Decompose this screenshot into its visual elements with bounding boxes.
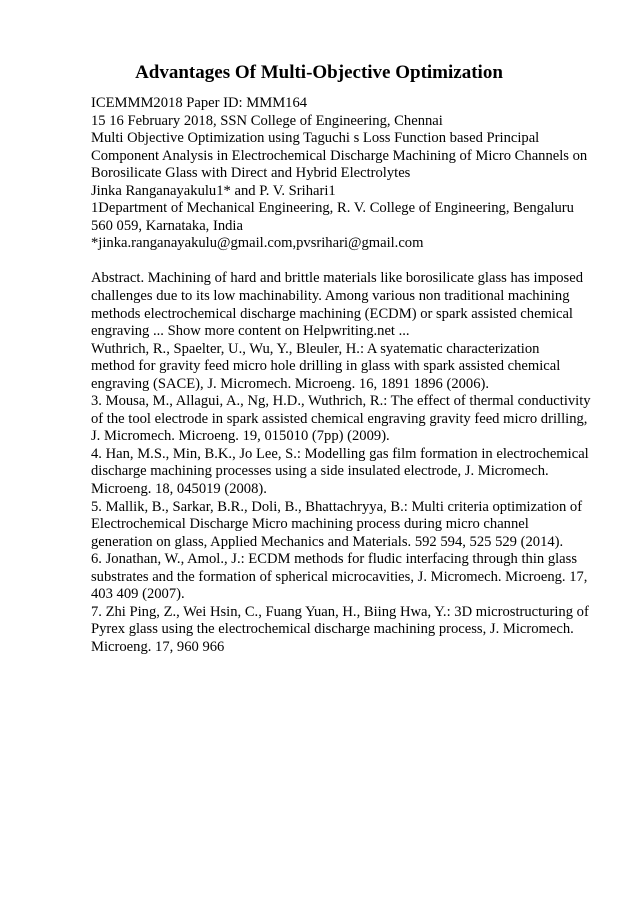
reference-line: substrates and the formation of spherical microcavities, J. Micromech. Microeng. 17, <box>91 568 588 585</box>
author-affiliation: 560 059, Karnataka, India <box>91 217 243 234</box>
reference-line: J. Micromech. Microeng. 19, 015010 (7pp) (2009). <box>91 428 390 445</box>
reference-line: Microeng. 18, 045019 (2008). <box>91 481 267 498</box>
paper-authors: Jinka Ranganayakulu1* and P. V. Srihari1 <box>91 182 336 199</box>
reference-line: Electrochemical Discharge Micro machining process during micro channel <box>91 516 529 533</box>
document-body <box>91 95 611 657</box>
reference-line: generation on glass, Applied Mechanics and Materials. 592 594, 525 529 (2014). <box>91 533 564 550</box>
paragraph-gap <box>91 253 611 271</box>
reference-line: 403 409 (2007). <box>91 586 185 603</box>
author-emails: *jinka.ranganayakulu@gmail.com,pvsrihari@gmail.com <box>91 235 424 252</box>
paper-title-line: Multi Objective Optimization using Taguchi s Loss Function based Principal <box>91 130 540 147</box>
paper-header <box>91 95 611 253</box>
reference-line: of the tool electrode in spark assisted chemical engraving gravity feed micro drilling, <box>91 410 588 427</box>
paper-title-line: Component Analysis in Electrochemical Discharge Machining of Micro Channels on <box>91 147 588 164</box>
reference-line: 6. Jonathan, W., Amol., J.: ECDM methods for fludic interfacing through thin glass <box>91 551 578 568</box>
reference-line: method for gravity feed micro hole drilling in glass with spark assisted chemical <box>91 358 561 375</box>
reference-line: Wuthrich, R., Spaelter, U., Wu, Y., Bleuler, H.: A syatematic characterization <box>91 340 540 357</box>
abstract-line: Abstract. Machining of hard and brittle materials like borosilicate glass has imposed <box>91 270 584 287</box>
reference-line: 5. Mallik, B., Sarkar, B.R., Doli, B., Bhattachryya, B.: Multi criteria optimization of <box>91 498 583 515</box>
reference-line: 7. Zhi Ping, Z., Wei Hsin, C., Fuang Yuan, H., Biing Hwa, Y.: 3D microstructuring of <box>91 603 589 620</box>
conference-date-venue: 15 16 February 2018, SSN College of Engineering, Chennai <box>91 112 443 129</box>
reference-line: 3. Mousa, M., Allagui, A., Ng, H.D., Wuthrich, R.: The effect of thermal conductivity <box>91 393 591 410</box>
conference-paper-id: ICEMMM2018 Paper ID: MMM164 <box>91 95 308 111</box>
abstract-line: engraving ... Show more content on Helpwriting.net ... <box>91 323 410 340</box>
reference-line: Pyrex glass using the electrochemical discharge machining process, J. Micromech. <box>91 621 574 638</box>
abstract-line: methods electrochemical discharge machining (ECDM) or spark assisted chemical <box>91 305 573 322</box>
author-affiliation: 1Department of Mechanical Engineering, R. V. College of Engineering, Bengaluru <box>91 200 574 217</box>
paper-title-line: Borosilicate Glass with Direct and Hybrid Electrolytes <box>91 165 411 182</box>
reference-line: 4. Han, M.S., Min, B.K., Jo Lee, S.: Modelling gas film formation in electrochemical <box>91 445 589 462</box>
reference-line: Microeng. 17, 960 966 <box>91 638 225 655</box>
reference-line: discharge machining processes using a side insulated electrode, J. Micromech. <box>91 463 549 480</box>
abstract-line: challenges due to its low machinability. Among various non traditional machining <box>91 288 570 305</box>
abstract-and-references <box>91 270 611 656</box>
document-title: Advantages Of Multi-Objective Optimization <box>135 62 503 83</box>
reference-line: engraving (SACE), J. Micromech. Microeng. 16, 1891 1896 (2006). <box>91 375 490 392</box>
